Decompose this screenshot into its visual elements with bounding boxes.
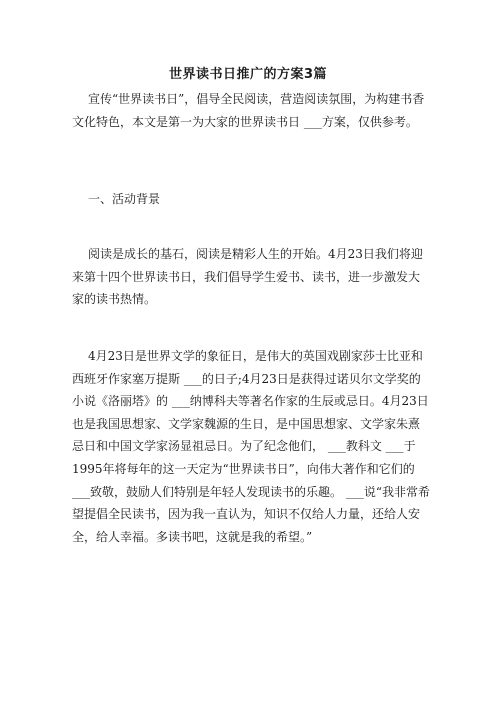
background-paragraph-1: 阅读是成长的基石，阅读是精彩人生的开始。4月23日我们将迎来第十四个世界读书日，我们倡导学生爱书、读书，进一步激发大家的读书热情。	[72, 247, 423, 307]
section-heading-background: 一、活动背景	[88, 192, 161, 206]
background-paragraph-2: 4月23日是世界文学的象征日，是伟大的英国戏剧家莎士比亚和西班牙作家塞万提斯 ___的日子;4月23日是获得过诺贝尔文学奖的小说《洛丽塔》的 ___纳博科夫等著名作家的生辰或忌日。4月23日也是我国思想家、文学家魏源的生日，是中国思想家、文学家朱熹忌日和中国文学家汤显祖忌日。为了纪念他们， ___教科文 ___于1995年将每年的这一天定为“世界读书日”，向伟大著作和它们的 ___致敬，鼓励人们特别是年轻人发现读书的乐趣。 ___说“我非常希望提倡全民读书，因为我一直认为，知识不仅给人力量，还给人安全，给人幸福。多读书吧，这就是我的希望。”	[72, 349, 430, 544]
document-title: 世界读书日推广的方案3篇	[168, 67, 328, 82]
intro-paragraph: 宣传“世界读书日”，倡导全民阅读，营造阅读氛围，为构建书香文化特色，本文是第一为大家的世界读书日 ___方案，仅供参考。	[72, 92, 425, 129]
